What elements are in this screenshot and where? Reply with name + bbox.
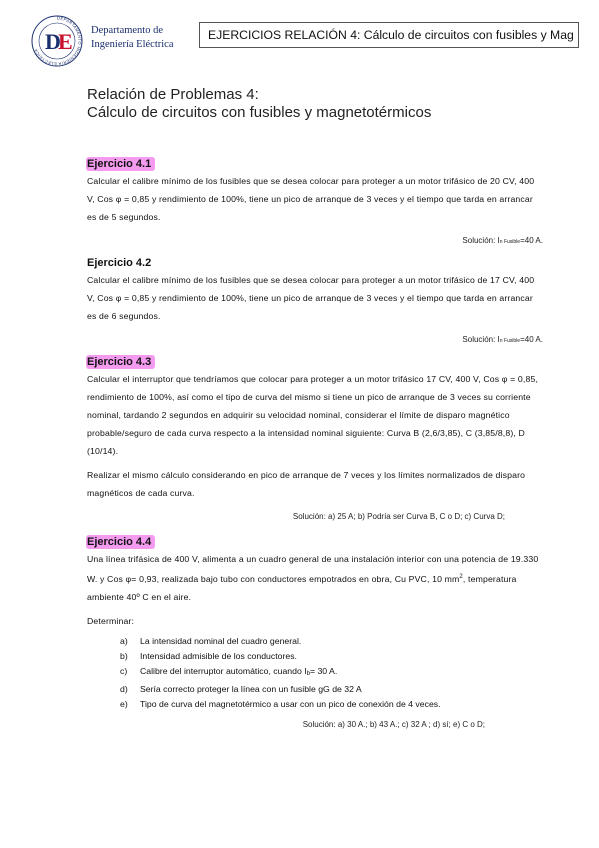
item-text: Intensidad admisible de los conductores. — [140, 651, 297, 661]
determinar-label: Determinar: — [87, 616, 135, 626]
text-part-a: Una línea trifásica de 400 V, alimenta a un cuadro general de una instalación interior con una potencia de 19.330 W. y Cos φ= 0,93, realizada bajo tubo con conductores empotrados en obra, Cu PVC, 10 mm — [87, 554, 539, 584]
text-part-b: , temperatura ambiente 40º C en el aire. — [87, 574, 517, 602]
question-list — [87, 634, 543, 712]
solution-prefix: Solución: I — [462, 236, 500, 245]
exercise-text-2: Realizar el mismo cálculo considerando en pico de arranque de 7 veces y los límites normalizados de disparo magnéticos de cada curva. — [87, 470, 526, 498]
exercise-4-3 — [87, 352, 543, 524]
item-label: b) — [120, 651, 128, 661]
exercise-solution — [87, 234, 543, 249]
exercise-text: Calcular el interruptor que tendríamos que colocar para proteger a un motor trifásico 17 CV, 400 V, Cos φ = 0,85, rendimiento de 100%, así como el tipo de curva del mismo si tiene un pico de arranque de 3 veces su corriente nominal, tardando 2 segundos en adquirir su velocidad nominal, considerar el límite de disparo magnético probable/seguro de cada curva respecto a la intensidad nominal siguiente: Curva B (2,6/3,85), C (3,85/8,8), D (10/14). — [87, 374, 539, 456]
solution-value: =40 A. — [520, 335, 543, 344]
list-item — [120, 649, 543, 664]
solution-subscript: n Fusible — [499, 239, 521, 245]
exercise-heading: Ejercicio 4.1 — [86, 157, 155, 171]
solution-prefix: Solución: I — [462, 335, 500, 344]
exercise-heading: Ejercicio 4.4 — [86, 535, 155, 549]
item-subscript: b — [306, 671, 310, 677]
exercise-4-1 — [87, 154, 543, 249]
list-item — [120, 697, 543, 712]
logo-ring-text: DEPARTAMENTO INGENIERIA ELECTRICA — [33, 15, 83, 67]
header-title-box — [199, 22, 579, 48]
solution-subscript: n Fusible — [499, 338, 521, 344]
item-text: La intensidad nominal del cuadro general. — [140, 636, 302, 646]
department-logo — [30, 14, 84, 68]
header-title: EJERCICIOS RELACIÓN 4: Cálculo de circuitos con fusibles y Mag — [208, 28, 574, 42]
list-item — [120, 682, 543, 697]
item-text: Sería correcto proteger la línea con un fusible gG de 32 A — [140, 684, 362, 694]
title-line2: Cálculo de circuitos con fusibles y magnetotérmicos — [87, 104, 432, 121]
exercise-4-4 — [87, 532, 543, 732]
superscript-2: 2 — [459, 574, 463, 580]
exercise-text — [87, 550, 543, 606]
exercise-solution — [87, 333, 543, 348]
exercise-text: Calcular el calibre mínimo de los fusibles que se desea colocar para proteger a un motor trifásico de 17 CV, 400 V, Cos φ = 0,85 y rendimiento de 100%, tiene un pico de arranque de 3 veces y el tiempo que tarda en arrancar es de 6 segundos. — [87, 275, 535, 321]
solution-value: =40 A. — [520, 236, 543, 245]
dept-line2: Ingeniería Eléctrica — [91, 39, 174, 50]
item-label: e) — [120, 699, 128, 709]
page-title — [87, 86, 431, 122]
title-line1: Relación de Problemas 4: — [87, 86, 259, 103]
item-label: d) — [120, 684, 128, 694]
svg-text:E: E — [58, 29, 73, 54]
item-label: a) — [120, 636, 128, 646]
list-item — [120, 634, 543, 649]
exercise-heading: Ejercicio 4.3 — [86, 355, 155, 369]
svg-text:D: D — [45, 29, 61, 54]
item-label: c) — [120, 666, 128, 676]
dept-line1: Departamento de — [91, 25, 164, 36]
item-text-post: = 30 A. — [309, 666, 338, 676]
list-item — [120, 664, 543, 682]
exercise-solution: Solución: a) 25 A; b) Podría ser Curva B, C o D; c) Curva D; — [292, 512, 505, 521]
department-name — [91, 24, 174, 52]
exercise-solution: Solución: a) 30 A.; b) 43 A.; c) 32 A ; d) sí; e) C o D; — [302, 720, 485, 729]
item-text: Calibre del interruptor automático, cuando I — [140, 666, 307, 676]
exercise-4-2 — [87, 253, 543, 348]
item-text: Tipo de curva del magnetotérmico a usar con un pico de conexión de 4 veces. — [140, 699, 441, 709]
exercise-heading: Ejercicio 4.2 — [87, 257, 152, 269]
exercise-text: Calcular el calibre mínimo de los fusibles que se desea colocar para proteger a un motor trifásico de 20 CV, 400 V, Cos φ = 0,85 y rendimiento de 100%, tiene un pico de arranque de 3 veces y el tiempo que tarda en arrancar es de 5 segundos. — [87, 176, 535, 222]
